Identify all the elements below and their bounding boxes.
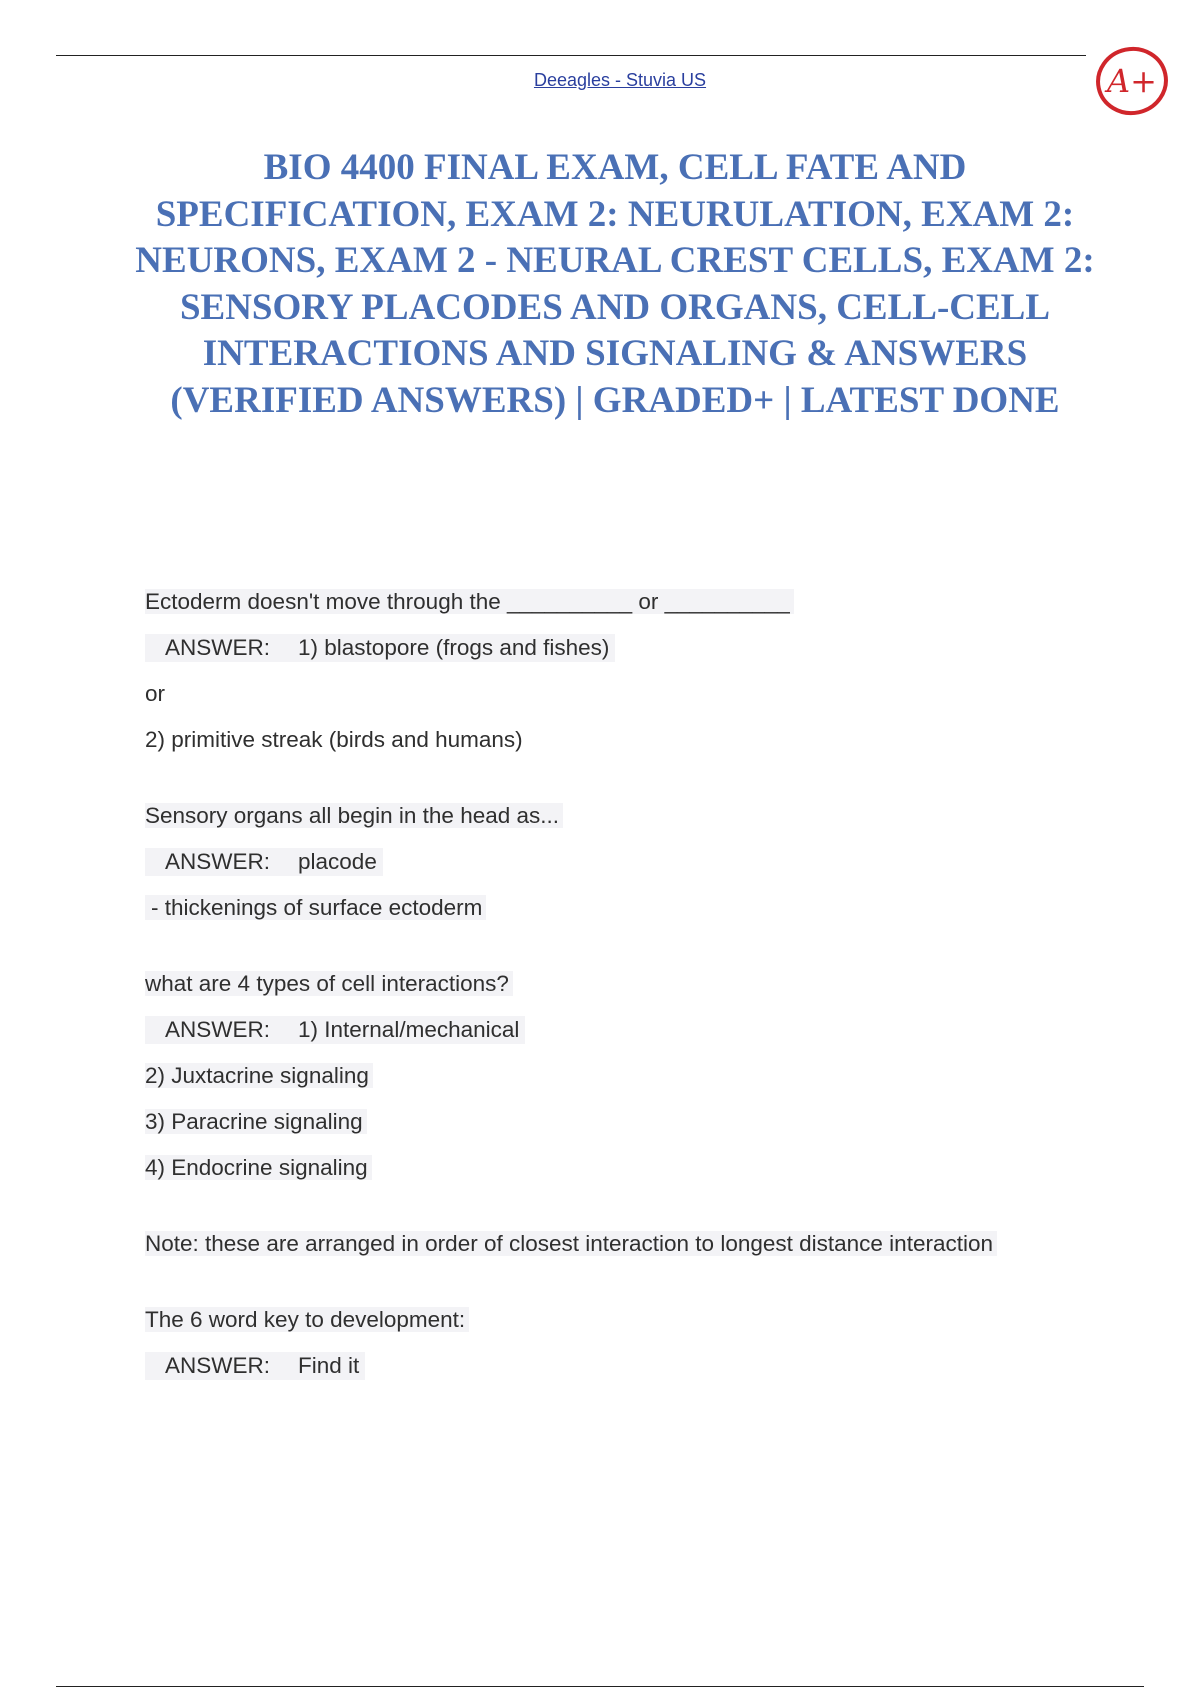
answer-label: ANSWER: <box>165 1353 271 1378</box>
qa-item-2 <box>145 802 1105 922</box>
answer-extra-line: 2) primitive streak (birds and humans) <box>145 727 523 752</box>
qa-item-1 <box>145 588 1105 754</box>
qa-item-5 <box>145 1306 1105 1380</box>
answer-text: 1) blastopore (frogs and fishes) <box>298 635 610 660</box>
note-item <box>145 1230 1105 1258</box>
grade-stamp-icon <box>1092 40 1172 120</box>
source-link[interactable]: Deeagles - Stuvia US <box>533 70 707 90</box>
answer-extra-line: or <box>145 681 166 706</box>
answer-text: Find it <box>298 1353 360 1378</box>
document-title: BIO 4400 FINAL EXAM, CELL FATE AND SPECIFICATION, EXAM 2: NEURULATION, EXAM 2: NEURONS, EXAM 2 - NEURAL CREST CELLS, EXAM 2: SENSORY PLACODES AND ORGANS, CELL-CELL INTERACTIONS AND SIGNALING & ANSWERS (VERIFIED ANSWERS) | GRADED+ | LATEST DONE <box>135 147 1095 421</box>
footer-rule <box>56 1686 1144 1687</box>
answer-text: 1) Internal/mechanical <box>298 1017 520 1042</box>
answer-line <box>145 634 1105 662</box>
answer-label: ANSWER: <box>165 635 271 660</box>
stamp-text: A+ <box>1107 62 1157 100</box>
answer-label: ANSWER: <box>165 849 271 874</box>
question-text: The 6 word key to development: <box>145 1306 1105 1334</box>
answer-line <box>145 848 1105 876</box>
note-text: Note: these are arranged in order of closest interaction to longest distance interaction <box>145 1230 1105 1258</box>
qa-item-3 <box>145 970 1105 1182</box>
answer-extra-line: 4) Endocrine signaling <box>145 1154 1105 1182</box>
answer-text: placode <box>298 849 377 874</box>
answer-line <box>145 1016 1105 1044</box>
qa-list <box>145 588 1105 1428</box>
header-rule <box>56 55 1086 56</box>
answer-label: ANSWER: <box>165 1017 271 1042</box>
answer-extra-line: 3) Paracrine signaling <box>145 1108 1105 1136</box>
answer-extra-line: - thickenings of surface ectoderm <box>145 894 1105 922</box>
answer-line <box>145 1352 1105 1380</box>
question-text: what are 4 types of cell interactions? <box>145 970 1105 998</box>
question-text: Ectoderm doesn't move through the __________ or __________ <box>145 588 1105 616</box>
header-source <box>0 70 1200 91</box>
answer-extra-line: 2) Juxtacrine signaling <box>145 1062 1105 1090</box>
question-text: Sensory organs all begin in the head as... <box>145 802 1105 830</box>
